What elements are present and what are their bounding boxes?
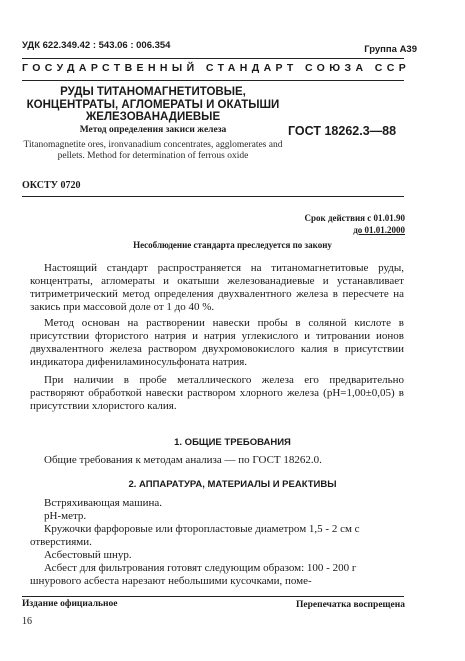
list-item: Встряхивающая машина.: [44, 497, 163, 509]
section-2-list: [30, 497, 404, 588]
edition-note: Издание официальное: [22, 599, 118, 609]
okstu-code: ОКСТУ 0720: [22, 180, 81, 191]
section-2-heading: 2. АППАРАТУРА, МАТЕРИАЛЫ И РЕАКТИВЫ: [128, 479, 337, 490]
validity-from: Срок действия с 01.01.90: [304, 213, 405, 223]
udk-code: УДК 622.349.42 : 543.06 : 006.354: [22, 40, 171, 51]
list-item: Кружочки фарфоровые или фторопластовые диаметром 1,5 - 2 см с отверстиями.: [30, 523, 360, 548]
footer-rule: [22, 596, 404, 597]
list-item: Асбестовый шнур.: [44, 549, 132, 561]
intro-paragraph-1: Настоящий стандарт распространяется на титаномагнетитовые руды, концентраты, агломераты и окатыши железованадиевые и устанавливает титриметрический метод определения двухвалентного железа в пересчете на закись при массовой доле от 1 до 40 %.: [30, 262, 404, 313]
reprint-note: Перепечатка воспрещена: [295, 600, 405, 610]
document-title: РУДЫ ТИТАНОМАГНЕТИТОВЫЕ, КОНЦЕНТРАТЫ, АГЛОМЕРАТЫ И ОКАТЫШИ ЖЕЛЕЗОВАНАДИЕВЫЕ: [26, 86, 280, 123]
method-title-en: Titanomagnetite ores, ironvanadium concentrates, agglomerates and pellets. Method for determination of ferrous oxide: [23, 140, 283, 161]
intro-paragraph-2: Метод основан на растворении навески пробы в соляной кислоте в присутствии фтористого натрия и натрия углекислого и титровании ионов двухвалентного железа раствором двухромовокислого калия в присутствии индикатора дифениламиносульфоната натрия.: [30, 317, 404, 368]
list-item: рН-метр.: [44, 510, 87, 522]
section-1-heading: 1. ОБЩИЕ ТРЕБОВАНИЯ: [174, 437, 291, 448]
gost-number: ГОСТ 18262.3—88: [288, 124, 397, 138]
intro-text: [30, 262, 404, 413]
intro-paragraph-3: При наличии в пробе металлического железа его предварительно растворяют обработкой навески раствором хлорного железа (рН=1,00±0,05) в присутствии хлористого калия.: [30, 374, 404, 412]
validity-to: до 01.01.2000: [353, 225, 405, 235]
okstu-rule: [22, 196, 404, 197]
noncompliance-notice: Несоблюдение стандарта преследуется по закону: [133, 240, 332, 250]
banner-rule: [22, 80, 404, 81]
list-item: Асбест для фильтрования готовят следующим образом: 100 - 200 г шнурового асбеста нарезают небольшими кусочками, поме-: [30, 562, 357, 587]
method-title-ru: Метод определения закиси железа: [79, 125, 227, 135]
group-code: Группа А39: [364, 44, 417, 55]
section-1-text: [30, 454, 404, 467]
section-1-paragraph: Общие требования к методам анализа — по ГОСТ 18262.0.: [44, 454, 322, 466]
page-number: 16: [22, 616, 32, 627]
top-rule: [22, 58, 404, 59]
standard-banner: ГОСУДАРСТВЕННЫЙ СТАНДАРТ СОЮЗА ССР: [22, 62, 411, 74]
